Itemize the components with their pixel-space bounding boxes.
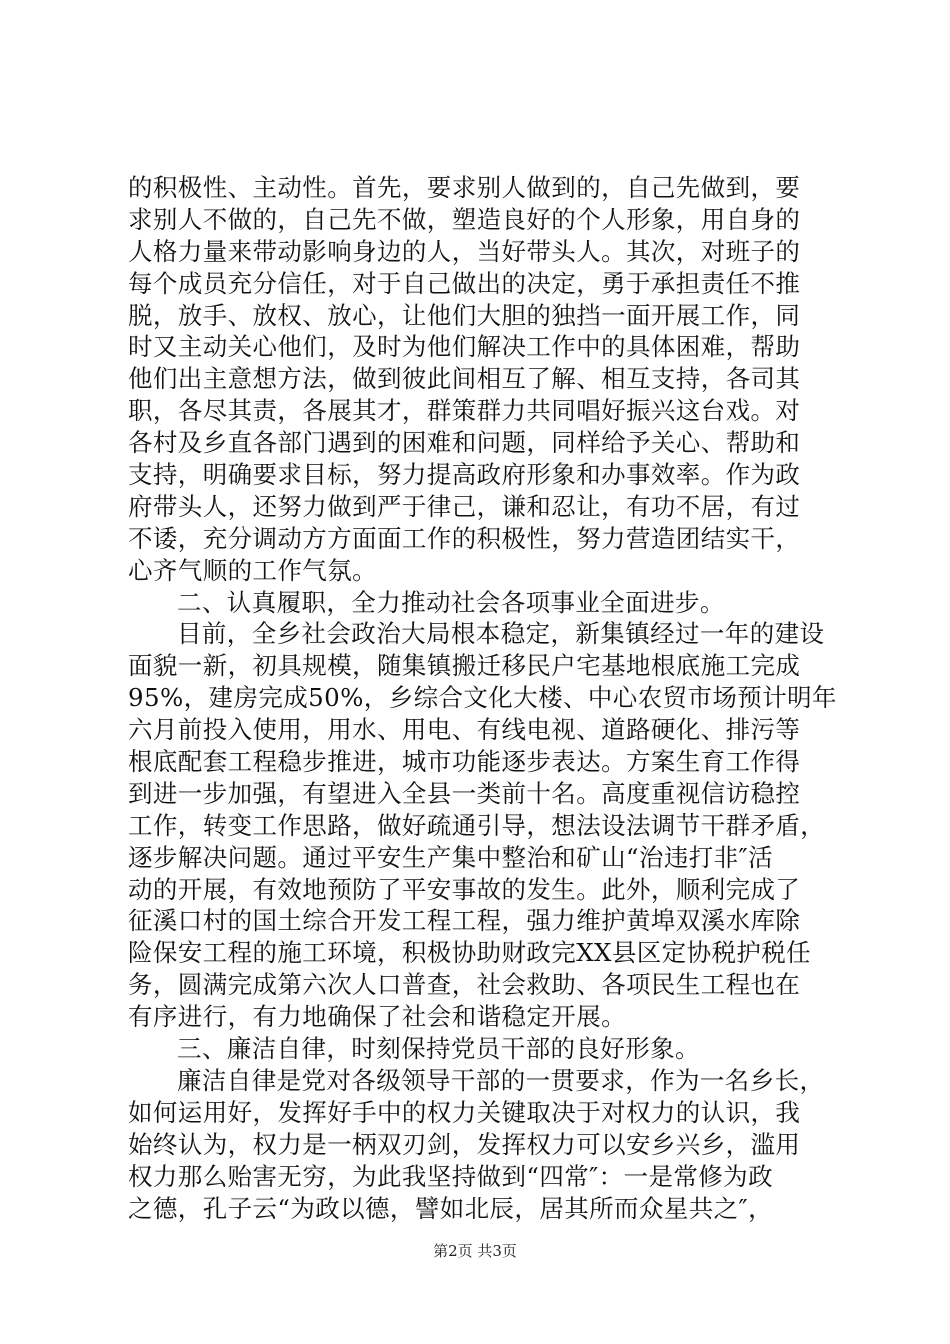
text-line: 有序进行，有力地确保了社会和谐稳定开展。 [128,1002,626,1032]
text-line: 二、认真履职，全力推动社会各项事业全面进步。 [177,587,725,617]
text-line: 征溪口村的国土综合开发工程工程，强力维护黄埠双溪水库除 [128,906,801,936]
text-line: 各村及乡直各部门遇到的困难和问题，同样给予关心、帮助和 [128,428,801,458]
text-line: 他们出主意想方法，做到彼此间相互了解、相互支持，各司其 [128,364,801,394]
text-line: 目前，全乡社会政治大局根本稳定，新集镇经过一年的建设 [177,619,825,649]
text-line: 险保安工程的施工环境，积极协助财政完XX县区定协税护税任 [128,938,812,968]
text-line: 求别人不做的，自己先不做，塑造良好的个人形象，用自身的 [128,204,801,234]
text-line: 六月前投入使用，用水、用电、有线电视、道路硬化、排污等 [128,715,801,745]
document-body [128,172,838,1224]
text-line: 95%，建房完成50%，乡综合文化大楼、中心农贸市场预计明年 [128,683,837,713]
text-line: 职，各尽其责，各展其才，群策群力共同唱好振兴这台戏。对 [128,396,801,426]
text-line: 之德，孔子云“为政以德，譬如北辰，居其所而众星共之″， [128,1193,773,1223]
text-line: 面貌一新，初具规模，随集镇搬迁移民户宅基地根底施工完成 [128,651,801,681]
text-line: 廉洁自律是党对各级领导干部的一贯要求，作为一名乡长， [177,1065,825,1095]
text-line: 逐步解决问题。通过平安生产集中整治和矿山“治违打非″活 [128,842,773,872]
text-line: 如何运用好，发挥好手中的权力关键取决于对权力的认识，我 [128,1097,801,1127]
text-line: 务，圆满完成第六次人口普查，社会救助、各项民生工程也在 [128,970,801,1000]
text-line: 人格力量来带动影响身边的人，当好带头人。其次，对班子的 [128,236,801,266]
text-line: 府带头人，还努力做到严于律己，谦和忍让，有功不居，有过 [128,491,801,521]
text-line: 每个成员充分信任，对于自己做出的决定，勇于承担责任不推 [128,268,801,298]
text-line: 始终认为，权力是一柄双刃剑，发挥权力可以安乡兴乡，滥用 [128,1129,801,1159]
text-line: 不诿，充分调动方方面面工作的积极性，努力营造团结实干， [128,523,801,553]
text-line: 动的开展，有效地预防了平安事故的发生。此外，顺利完成了 [128,874,801,904]
text-line: 根底配套工程稳步推进，城市功能逐步表达。方案生育工作得 [128,747,801,777]
page-footer: 第2页 共3页 [433,1242,517,1260]
text-line: 心齐气顺的工作气氛。 [128,555,377,585]
text-line: 的积极性、主动性。首先，要求别人做到的，自己先做到，要 [128,173,801,202]
text-line: 时又主动关心他们，及时为他们解决工作中的具体困难，帮助 [128,332,801,362]
text-line: 脱，放手、放权、放心，让他们大胆的独挡一面开展工作，同 [128,300,801,330]
text-line: 支持，明确要求目标，努力提高政府形象和办事效率。作为政 [128,460,801,490]
text-line: 三、廉洁自律，时刻保持党员干部的良好形象。 [177,1034,700,1064]
text-line: 到进一步加强，有望进入全县一类前十名。高度重视信访稳控 [128,778,801,808]
text-line: 工作，转变工作思路，做好疏通引导，想法设法调节干群矛盾， [128,810,826,840]
text-line: 权力那么贻害无穷，为此我坚持做到“四常″：一是常修为政 [128,1161,773,1191]
